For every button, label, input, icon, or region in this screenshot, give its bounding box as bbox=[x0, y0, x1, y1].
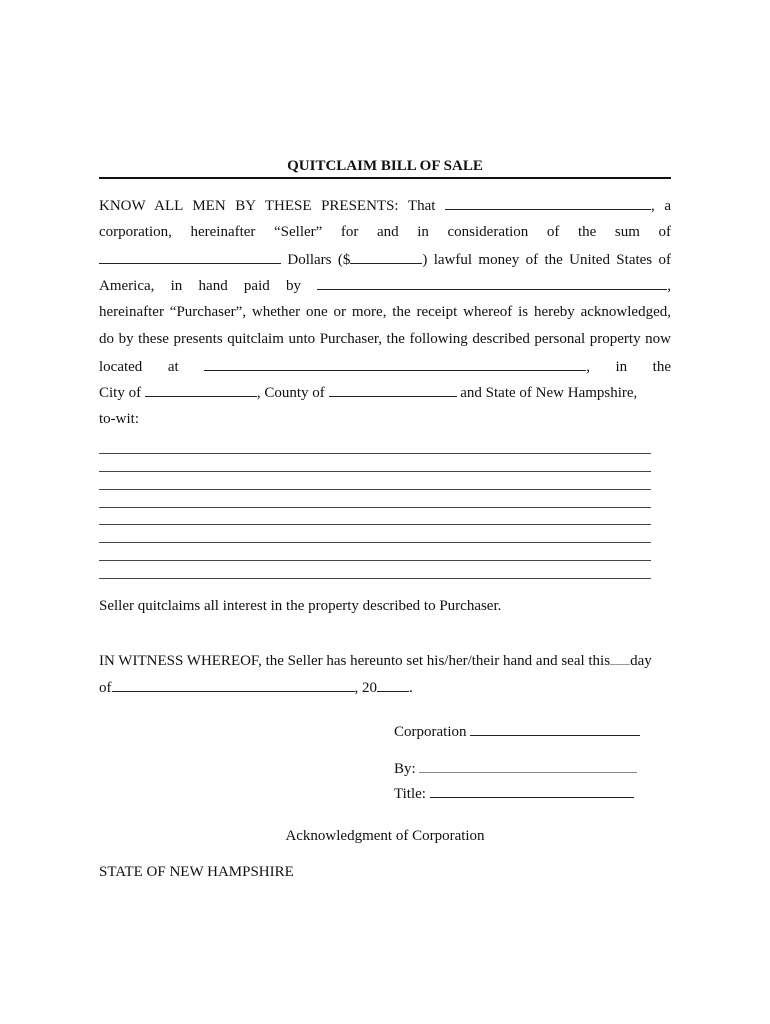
property-description-line[interactable] bbox=[99, 560, 651, 561]
quitclaim-statement: Seller quitclaims all interest in the property described to Purchaser. bbox=[99, 598, 502, 614]
property-description-line[interactable] bbox=[99, 507, 651, 508]
year-field[interactable] bbox=[377, 678, 409, 692]
county-field[interactable] bbox=[329, 383, 457, 397]
paragraph-line: corporation, hereinafter “Seller” for and in consideration of the sum of bbox=[99, 224, 671, 240]
title-rule bbox=[99, 177, 671, 179]
paragraph-line: do by these presents quitclaim unto Purchaser, the following described personal property now bbox=[99, 331, 671, 347]
paragraph-line: to-wit: bbox=[99, 411, 139, 427]
purchaser-name-field[interactable] bbox=[317, 276, 667, 290]
state-heading: STATE OF NEW HAMPSHIRE bbox=[99, 864, 294, 880]
document-title: QUITCLAIM BILL OF SALE bbox=[287, 158, 483, 174]
paragraph-line: hereinafter “Purchaser”, whether one or more, the receipt whereof is hereby acknowledged, bbox=[99, 304, 671, 320]
amount-number-field[interactable] bbox=[350, 250, 422, 264]
property-description-line[interactable] bbox=[99, 578, 651, 579]
corporation-field[interactable] bbox=[470, 722, 640, 736]
location-field[interactable] bbox=[204, 357, 586, 371]
property-description-line[interactable] bbox=[99, 524, 651, 525]
by-signature-line: By: bbox=[394, 759, 637, 778]
day-field[interactable] bbox=[610, 651, 630, 665]
month-field[interactable] bbox=[112, 678, 355, 692]
paragraph-line: America, in hand paid by , bbox=[99, 278, 671, 294]
city-field[interactable] bbox=[145, 383, 257, 397]
seller-name-field[interactable] bbox=[445, 196, 651, 210]
corporation-signature-line: Corporation bbox=[394, 722, 640, 741]
acknowledgment-heading: Acknowledgment of Corporation bbox=[285, 828, 485, 844]
paragraph-line: City of , County of and State of New Hampshire, bbox=[99, 385, 638, 401]
property-description-line[interactable] bbox=[99, 542, 651, 543]
witness-line: of , 20 . bbox=[99, 680, 413, 696]
property-description-line[interactable] bbox=[99, 471, 651, 472]
by-field[interactable] bbox=[419, 759, 637, 773]
witness-line: IN WITNESS WHEREOF, the Seller has hereunto set his/her/their hand and seal this day bbox=[99, 653, 652, 669]
paragraph-line: Dollars ($ ) lawful money of the United States of bbox=[99, 250, 671, 269]
title-field[interactable] bbox=[430, 784, 634, 798]
paragraph-line: KNOW ALL MEN BY THESE PRESENTS: That , a bbox=[99, 198, 671, 214]
title-signature-line: Title: bbox=[394, 784, 634, 803]
amount-words-field[interactable] bbox=[99, 250, 281, 264]
property-description-line[interactable] bbox=[99, 453, 651, 454]
property-description-line[interactable] bbox=[99, 489, 651, 490]
paragraph-line: located at , in the bbox=[99, 359, 672, 375]
